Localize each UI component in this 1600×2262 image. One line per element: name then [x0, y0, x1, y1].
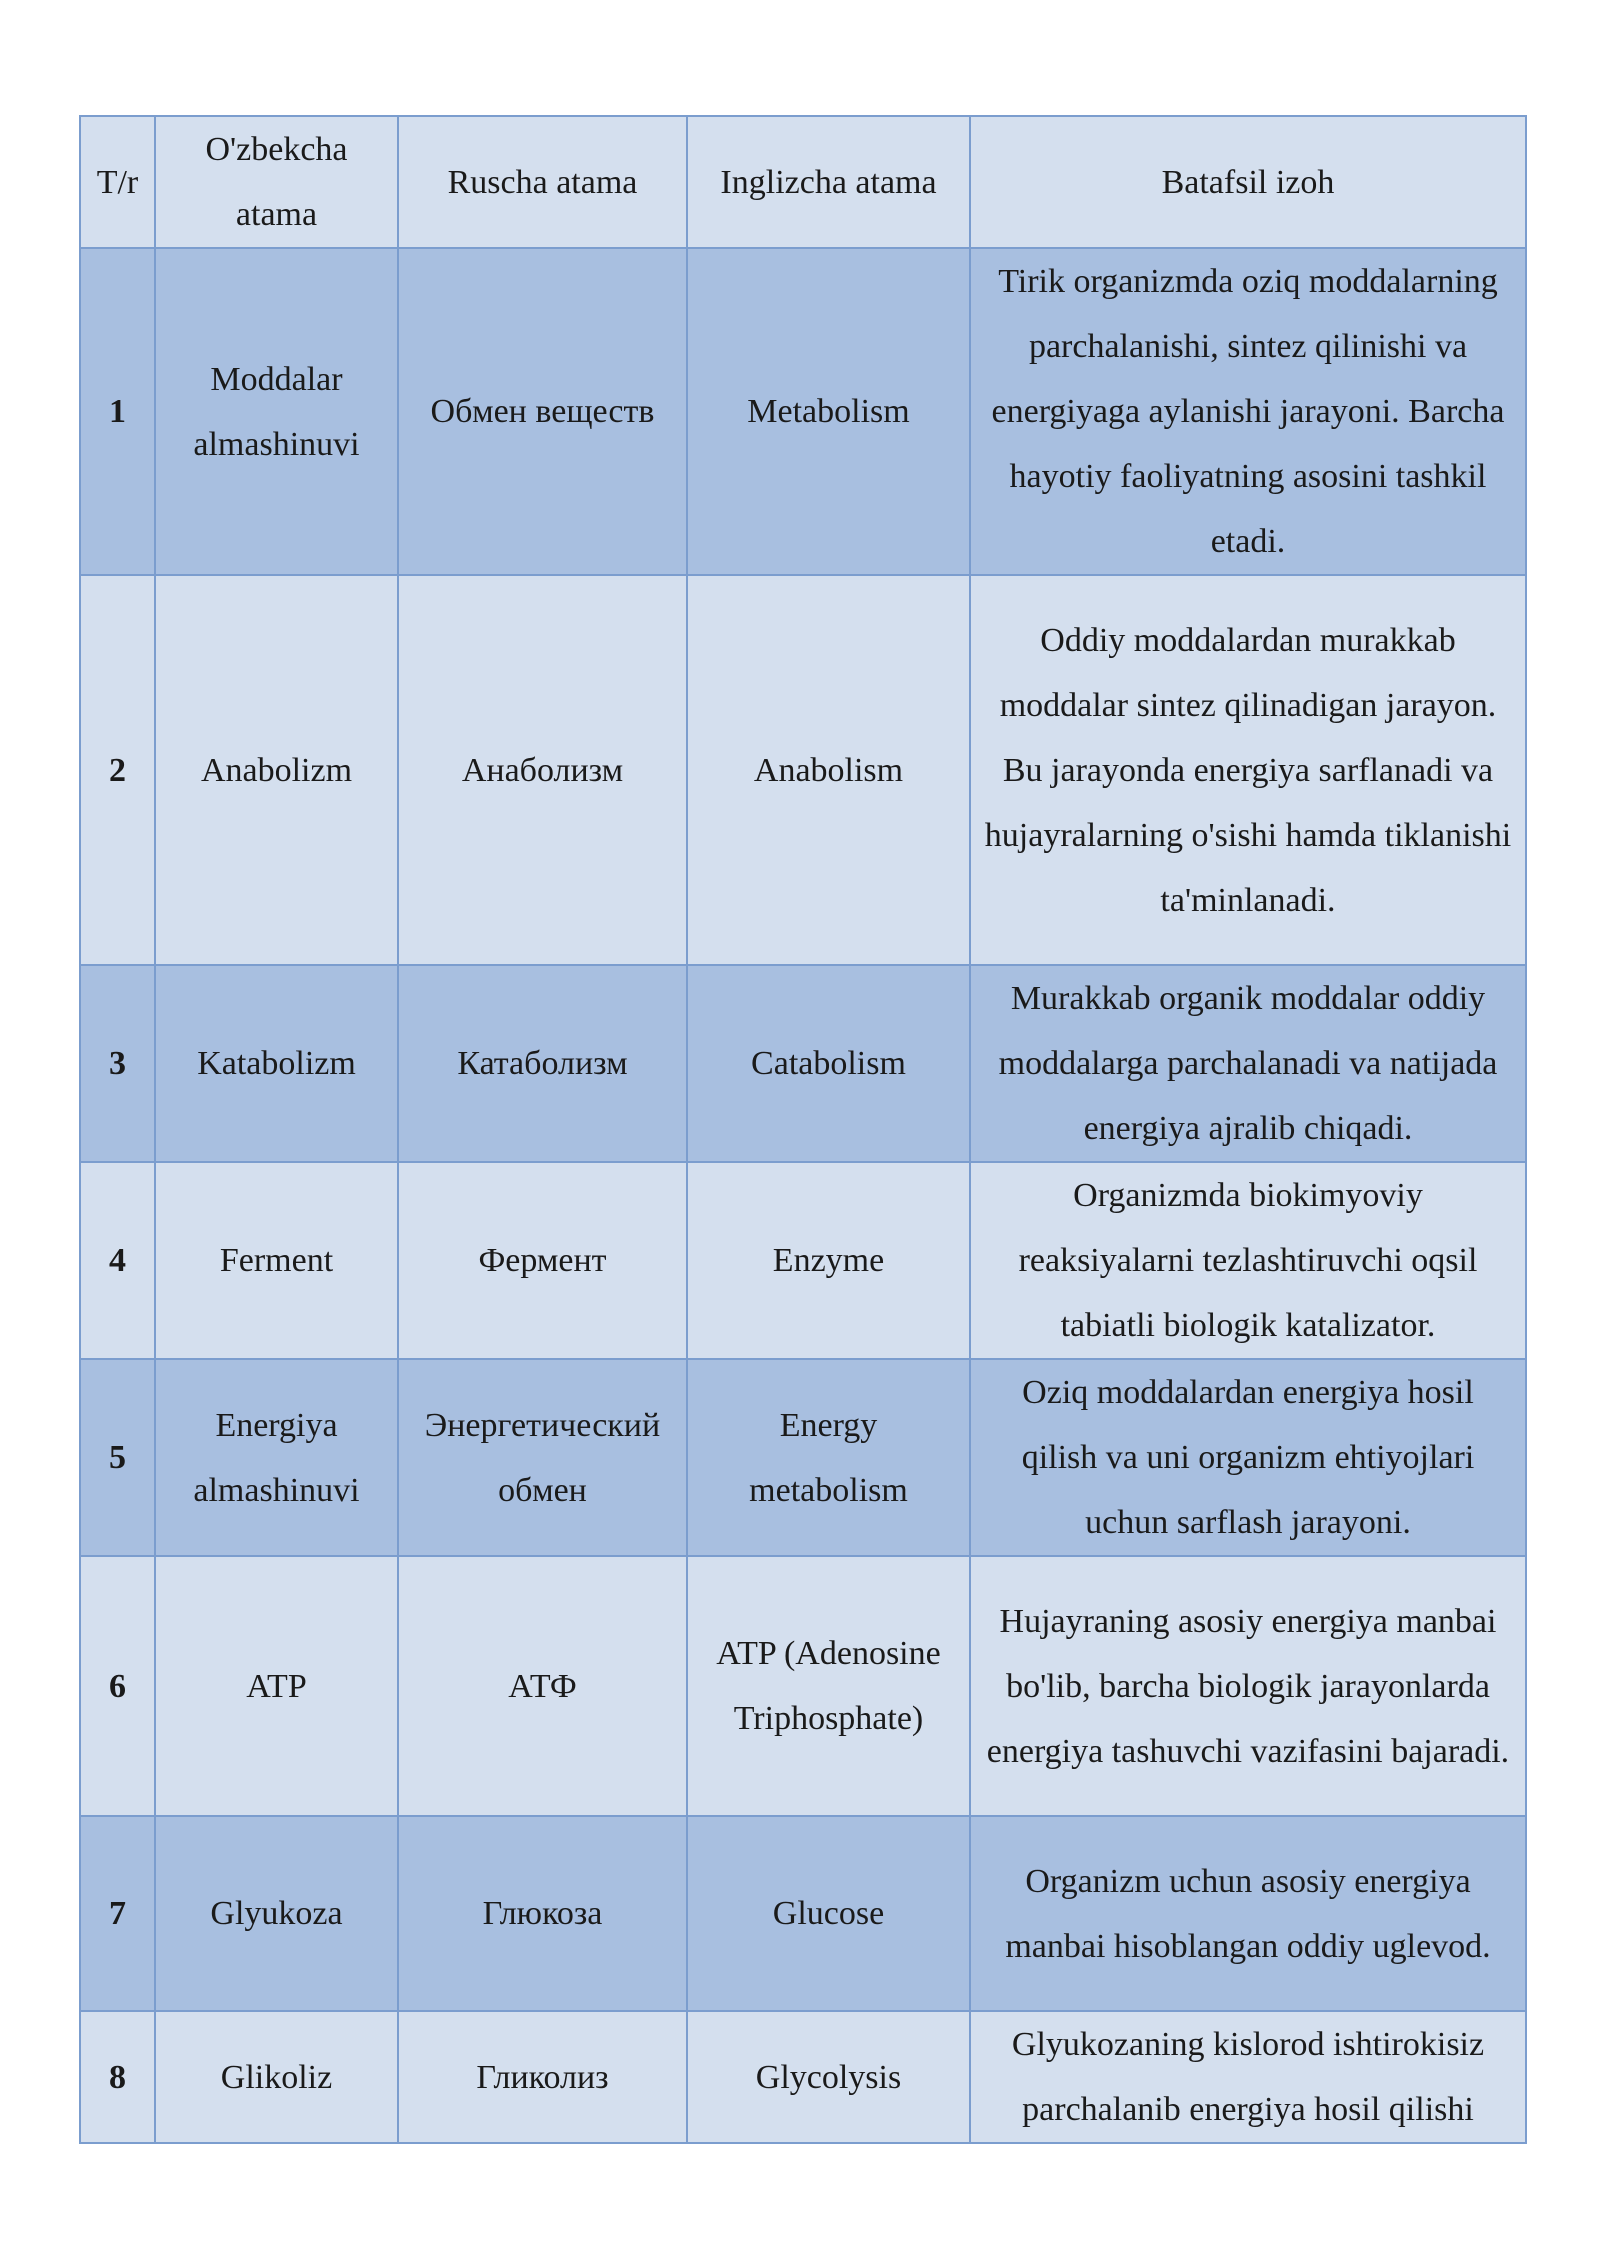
uzbek-term: Anabolizm [155, 575, 398, 965]
term-description: Organizm uchun asosiy energiya manbai hisoblangan oddiy uglevod. [970, 1816, 1526, 2011]
english-term: Glucose [687, 1816, 970, 2011]
table-row [80, 1556, 1526, 1816]
uzbek-term: Ferment [155, 1162, 398, 1359]
row-number: 2 [80, 575, 155, 965]
russian-term: Катаболизм [398, 965, 687, 1162]
table-row [80, 575, 1526, 965]
russian-term: Энергетический обмен [398, 1359, 687, 1556]
english-term: Anabolism [687, 575, 970, 965]
english-term: Metabolism [687, 248, 970, 575]
row-number: 5 [80, 1359, 155, 1556]
table-row [80, 1359, 1526, 1556]
english-term: Glycolysis [687, 2011, 970, 2143]
uzbek-term: Glyukoza [155, 1816, 398, 2011]
header-russian: Ruscha atama [398, 116, 687, 248]
uzbek-term: ATP [155, 1556, 398, 1816]
uzbek-term: Glikoliz [155, 2011, 398, 2143]
uzbek-term: Katabolizm [155, 965, 398, 1162]
uzbek-term: Moddalar almashinuvi [155, 248, 398, 575]
row-number: 1 [80, 248, 155, 575]
row-number: 4 [80, 1162, 155, 1359]
russian-term: Обмен веществ [398, 248, 687, 575]
table-row [80, 2011, 1526, 2143]
russian-term: Гликолиз [398, 2011, 687, 2143]
english-term: ATP (Adenosine Triphosphate) [687, 1556, 970, 1816]
term-description: Glyukozaning kislorod ishtirokisiz parchalanib energiya hosil qilishi [970, 2011, 1526, 2143]
term-description: Oddiy moddalardan murakkab moddalar sintez qilinadigan jarayon. Bu jarayonda energiya sarflanadi va hujayralarning o'sishi hamda tiklanishi ta'minlanadi. [970, 575, 1526, 965]
term-description: Oziq moddalardan energiya hosil qilish va uni organizm ehtiyojlari uchun sarflash jarayoni. [970, 1359, 1526, 1556]
term-description: Organizmda biokimyoviy reaksiyalarni tezlashtiruvchi oqsil tabiatli biologik katalizator. [970, 1162, 1526, 1359]
term-description: Hujayraning asosiy energiya manbai bo'lib, barcha biologik jarayonlarda energiya tashuvchi vazifasini bajaradi. [970, 1556, 1526, 1816]
uzbek-term: Energiya almashinuvi [155, 1359, 398, 1556]
header-num: T/r [80, 116, 155, 248]
table-header-row [80, 116, 1526, 248]
table-row [80, 1162, 1526, 1359]
table-row [80, 1816, 1526, 2011]
header-uzbek: O'zbekcha atama [155, 116, 398, 248]
term-description: Tirik organizmda oziq moddalarning parchalanishi, sintez qilinishi va energiyaga aylanishi jarayoni. Barcha hayotiy faoliyatning asosini tashkil etadi. [970, 248, 1526, 575]
row-number: 8 [80, 2011, 155, 2143]
row-number: 3 [80, 965, 155, 1162]
table-row [80, 965, 1526, 1162]
russian-term: Анаболизм [398, 575, 687, 965]
header-english: Inglizcha atama [687, 116, 970, 248]
russian-term: Глюкоза [398, 1816, 687, 2011]
row-number: 6 [80, 1556, 155, 1816]
english-term: Catabolism [687, 965, 970, 1162]
russian-term: Фермент [398, 1162, 687, 1359]
english-term: Enzyme [687, 1162, 970, 1359]
row-number: 7 [80, 1816, 155, 2011]
table-row [80, 248, 1526, 575]
term-description: Murakkab organik moddalar oddiy moddalarga parchalanadi va natijada energiya ajralib chiqadi. [970, 965, 1526, 1162]
glossary-table [79, 115, 1527, 2144]
english-term: Energy metabolism [687, 1359, 970, 1556]
russian-term: АТФ [398, 1556, 687, 1816]
header-description: Batafsil izoh [970, 116, 1526, 248]
